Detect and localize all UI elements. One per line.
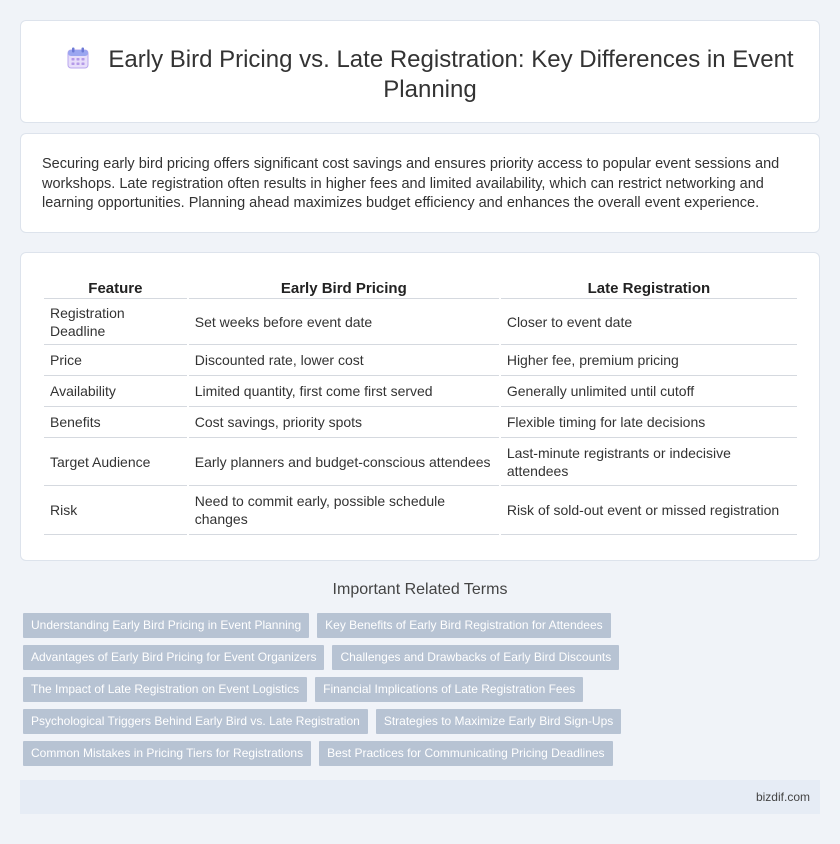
intro-card [20, 133, 820, 233]
header-card [20, 20, 820, 123]
table-cell: Higher fee, premium pricing [501, 345, 797, 376]
header-late-registration: Late Registration [501, 273, 797, 299]
table-cell: Price [44, 345, 187, 376]
page-title: Early Bird Pricing vs. Late Registration: Key Differences in Event Planning [108, 46, 794, 103]
comparison-table [42, 273, 799, 535]
table-row [44, 299, 797, 345]
related-term-tag[interactable]: Understanding Early Bird Pricing in Event Planning [23, 613, 309, 638]
table-row [44, 407, 797, 438]
related-term-tag[interactable]: Key Benefits of Early Bird Registration for Attendees [317, 613, 610, 638]
table-cell: Risk [44, 486, 187, 535]
related-term-tag[interactable]: Strategies to Maximize Early Bird Sign-Ups [376, 709, 621, 734]
tag-row [23, 613, 823, 638]
page-title-wrap [61, 45, 799, 105]
related-term-tag[interactable]: Financial Implications of Late Registration Fees [315, 677, 583, 702]
related-term-tag[interactable]: Psychological Triggers Behind Early Bird vs. Late Registration [23, 709, 368, 734]
table-cell: Set weeks before event date [189, 299, 499, 345]
table-row [44, 486, 797, 535]
footer [20, 780, 820, 814]
table-cell: Last-minute registrants or indecisive attendees [501, 438, 797, 486]
tag-row [23, 709, 823, 734]
table-header-row [44, 273, 797, 299]
table-cell: Limited quantity, first come first served [189, 376, 499, 407]
calendar-icon [66, 46, 90, 70]
related-term-tag[interactable]: Common Mistakes in Pricing Tiers for Registrations [23, 741, 311, 766]
table-row [44, 376, 797, 407]
table-cell: Risk of sold-out event or missed registration [501, 486, 797, 535]
table-cell: Need to commit early, possible schedule changes [189, 486, 499, 535]
tag-row [23, 741, 823, 766]
related-term-tag[interactable]: Challenges and Drawbacks of Early Bird Discounts [332, 645, 619, 670]
intro-text: Securing early bird pricing offers significant cost savings and ensures priority access to popular event sessions and workshops. Late registration often results in higher fees and limited availability, which can restrict networking and learning opportunities. Planning ahead maximizes budget efficiency and enhances the overall event experience. [42, 156, 780, 211]
header-early-bird: Early Bird Pricing [189, 273, 499, 299]
table-cell: Registration Deadline [44, 299, 187, 345]
related-term-tag[interactable]: Best Practices for Communicating Pricing Deadlines [319, 741, 612, 766]
footer-site-link[interactable]: bizdif.com [755, 790, 810, 804]
header-feature: Feature [44, 273, 187, 299]
tag-row [23, 677, 823, 702]
tag-row [23, 645, 823, 670]
table-cell: Discounted rate, lower cost [189, 345, 499, 376]
related-terms-list [23, 613, 823, 773]
related-term-tag[interactable]: Advantages of Early Bird Pricing for Event Organizers [23, 645, 324, 670]
table-cell: Flexible timing for late decisions [501, 407, 797, 438]
related-terms-title: Important Related Terms [332, 581, 508, 598]
table-cell: Target Audience [44, 438, 187, 486]
table-cell: Availability [44, 376, 187, 407]
table-cell: Benefits [44, 407, 187, 438]
table-cell: Early planners and budget-conscious attendees [189, 438, 499, 486]
table-row [44, 438, 797, 486]
comparison-table-card [20, 252, 820, 561]
table-cell: Generally unlimited until cutoff [501, 376, 797, 407]
table-cell: Cost savings, priority spots [189, 407, 499, 438]
table-row [44, 345, 797, 376]
table-cell: Closer to event date [501, 299, 797, 345]
related-term-tag[interactable]: The Impact of Late Registration on Event Logistics [23, 677, 307, 702]
